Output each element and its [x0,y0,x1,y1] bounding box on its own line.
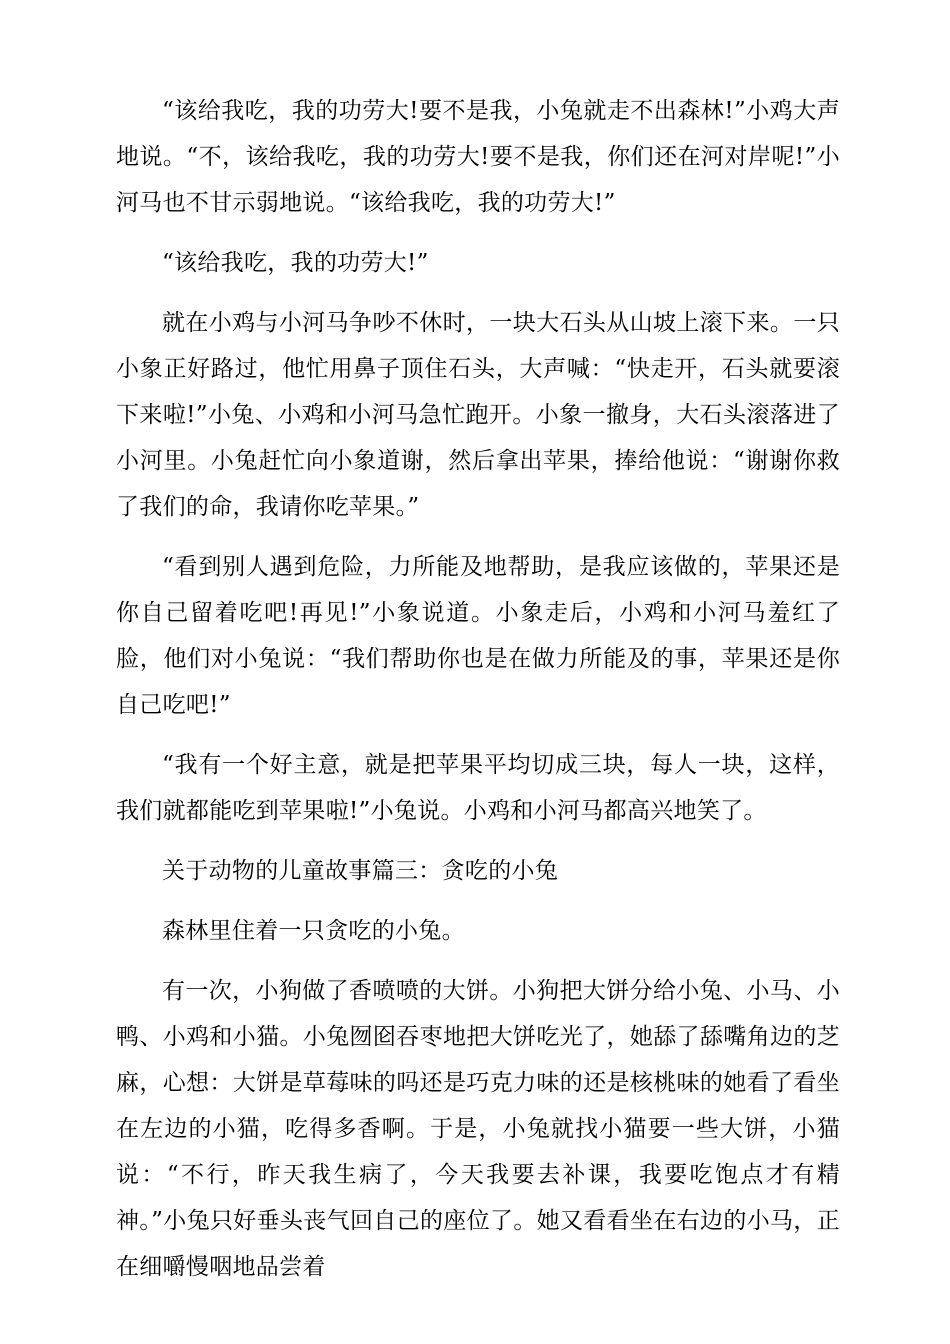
paragraph-1: “该给我吃，我的功劳大!要不是我，小兔就走不出森林!”小鸡大声地说。“不，该给我吃，我的功劳大!要不是我，你们还在河对岸呢!”小河马也不甘示弱地说。“该给我吃，我的功劳大!” [116,98,840,216]
paragraph-7: 森林里住着一只贪吃的小兔。 [162,918,465,944]
section-heading: 关于动物的儿童故事篇三：贪吃的小兔 [162,858,559,884]
paragraph-8: 有一次，小狗做了香喷喷的大饼。小狗把大饼分给小兔、小马、小鸭、小鸡和小猫。小兔囫囵吞枣地把大饼吃光了，她舔了舔嘴角边的芝麻，心想：大饼是草莓味的吗还是巧克力味的还是核桃味的她看了看坐在左边的小猫，吃得多香啊。于是，小兔就找小猫要一些大饼，小猫说：“不行，昨天我生病了，今天我要去补课，我要吃饱点才有精神。”小兔只好垂头丧气回自己的座位了。她又看看坐在右边的小马，正在细嚼慢咽地品尝着 [116,978,840,1280]
paragraph-5: “我有一个好主意，就是把苹果平均切成三块，每人一块，这样，我们就都能吃到苹果啦!”小兔说。小鸡和小河马都高兴地笑了。 [116,752,840,824]
paragraph-2: “该给我吃，我的功劳大!” [162,250,429,276]
paragraph-4: “看到别人遇到危险，力所能及地帮助，是我应该做的，苹果还是你自己留着吃吧!再见!”小象说道。小象走后，小鸡和小河马羞红了脸，他们对小兔说：“我们帮助你也是在做力所能及的事，苹果还是你自己吃吧!” [116,554,840,718]
paragraph-3: 就在小鸡与小河马争吵不休时，一块大石头从山坡上滚下来。一只小象正好路过，他忙用鼻子顶住石头，大声喊：“快走开，石头就要滚下来啦!”小兔、小鸡和小河马急忙跑开。小象一撤身，大石头滚落进了小河里。小兔赶忙向小象道谢，然后拿出苹果，捧给他说：“谢谢你救了我们的命，我请你吃苹果。” [116,310,840,520]
